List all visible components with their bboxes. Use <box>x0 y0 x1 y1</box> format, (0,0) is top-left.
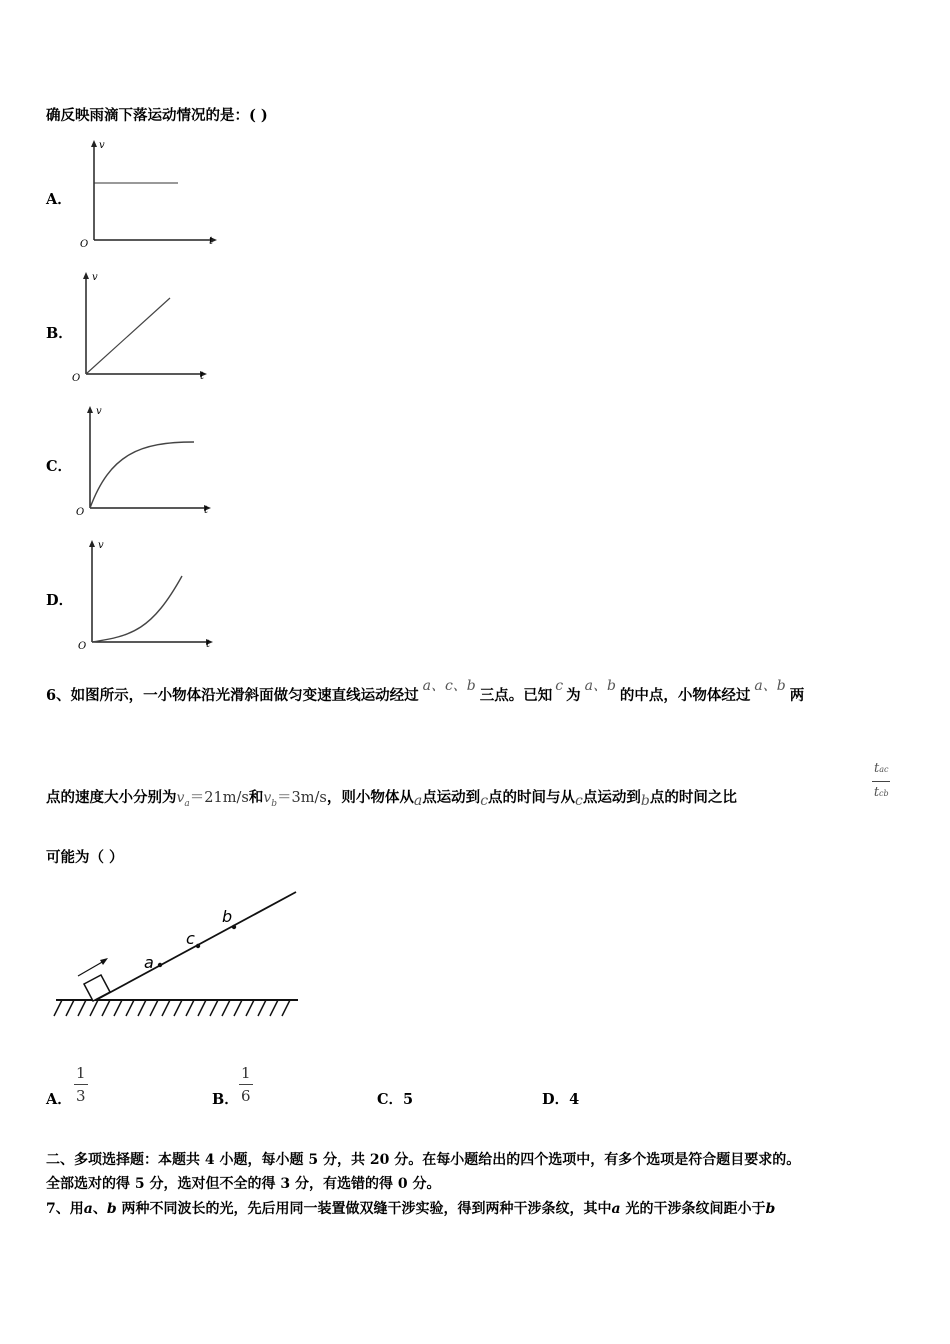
q6-line2-text-5: 点的时间与从 <box>488 789 576 806</box>
q5-option-c-label: C． <box>46 458 73 475</box>
q6-point-b: b <box>640 793 650 809</box>
q7-stem: 7、用a、b 两种不同波长的光，先后用同一装置做双缝干涉实验，得到两种干涉条纹，其中a 光的干涉条纹间距小于b <box>46 1201 776 1217</box>
q6-point-c-3: c <box>575 793 583 809</box>
q5-stem: 确反映雨滴下落运动情况的是：( ) <box>46 107 268 124</box>
q6-vb-value: ＝3m/s <box>277 790 327 806</box>
axis-v-label: v <box>99 140 105 151</box>
q6-line2-text-2: 和 <box>248 789 264 806</box>
q6-va-value: ＝21m/s <box>189 790 249 806</box>
axis-origin-label: O <box>72 373 81 384</box>
q6-point-a: a <box>413 793 423 809</box>
q6-line2-text-6: 点运动到 <box>582 789 641 806</box>
axis-origin-label: O <box>76 507 85 518</box>
q6-line1-text-2: 三点。已知 <box>479 687 553 704</box>
axis-v-label: v <box>96 406 102 417</box>
section2-intro-line-2: 全部选对的得 5 分，选对但不全的得 3 分，有选错的得 0 分。 <box>46 1176 441 1192</box>
axis-t-label: t <box>200 371 205 382</box>
q6-vb: $v_b$ <box>263 790 278 809</box>
axis-origin-label: O <box>78 641 87 652</box>
q6-line2-text-3: ，则小物体从 <box>326 789 414 806</box>
q6-line1-text-1: 6、如图所示，一小物体沿光滑斜面做匀变速直线运动经过 <box>46 687 419 704</box>
section2-intro-line-1: 二、多项选择题：本题共 4 小题，每小题 5 分，共 20 分。在每小题给出的四个选项中，有多个选项是符合题目要求的。 <box>46 1152 801 1168</box>
q5-graph-b <box>66 270 216 385</box>
q6-line-2 <box>46 786 737 807</box>
q6-va: $v_a$ <box>176 790 190 809</box>
q6-choice-b-label: B． <box>212 1091 239 1108</box>
q6-line2-text-7: 点的时间之比 <box>649 789 737 806</box>
q6-choice-a-label: A． <box>46 1091 72 1108</box>
q6-choice-d: D．4 <box>542 1091 580 1108</box>
fig-point-b: b <box>222 907 233 926</box>
axis-t-label: t <box>206 639 211 650</box>
axis-t-label: t <box>204 505 209 516</box>
q5-graph-c <box>70 404 220 519</box>
axis-v-label: v <box>92 272 98 283</box>
q6-points-ab-2: a、b <box>754 678 786 694</box>
q6-choice-c: C．5 <box>377 1091 414 1108</box>
fig-point-c: c <box>186 929 195 948</box>
q6-point-c-2: c <box>480 793 489 809</box>
q6-time-ratio: tac tcb <box>873 761 889 800</box>
q6-choice-a-fraction: $\frac{1}{3}$ <box>76 1064 86 1105</box>
q6-points-acb: a、c、b <box>422 678 476 694</box>
q6-line-3: 可能为（ ） <box>46 849 124 866</box>
q6-incline-figure <box>48 886 304 1020</box>
q6-point-c: c <box>555 678 564 694</box>
q6-line1-text-5: 两 <box>789 687 805 704</box>
q6-points-ab: a、b <box>584 678 616 694</box>
q5-option-b-label: B． <box>46 325 73 342</box>
q6-line-1 <box>46 678 805 705</box>
q5-graph-d <box>72 538 222 653</box>
q6-choice-b-fraction: $\frac{1}{6}$ <box>241 1064 251 1105</box>
axis-v-label: v <box>98 540 104 551</box>
axis-t-label: t <box>209 236 214 247</box>
q6-line1-text-3: 为 <box>566 687 581 704</box>
q5-option-a-label: A． <box>46 191 72 208</box>
axis-origin-label: O <box>80 239 89 250</box>
q6-line2-text-1: 点的速度大小分别为 <box>46 789 177 806</box>
q5-graph-a <box>74 138 224 250</box>
fig-point-a: a <box>144 953 154 972</box>
q5-option-d-label: D． <box>46 592 74 609</box>
q6-line1-text-4: 的中点，小物体经过 <box>619 687 751 704</box>
q6-line2-text-4: 点运动到 <box>422 789 481 806</box>
